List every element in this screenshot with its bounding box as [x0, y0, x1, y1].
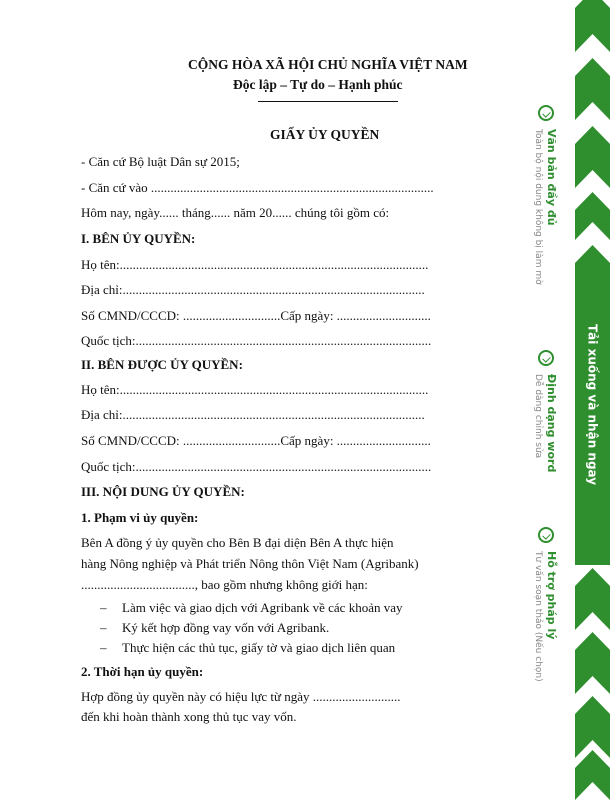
chevron-up-icon [575, 0, 610, 52]
feature-full-text [533, 105, 563, 295]
scope-paragraph-line3: ..................................., bao gồm nhưng không giới hạn: [81, 577, 368, 592]
chevron-up-icon [575, 568, 610, 630]
grantee-address: Địa chỉ:............................................................................................. [81, 407, 425, 422]
chevron-up-icon [575, 696, 610, 758]
section-content: III. NỘI DUNG ỦY QUYỀN: [81, 484, 245, 499]
scope-paragraph-line1: Bên A đồng ý ủy quyền cho Bên B đại diện Bên A thực hiện [81, 535, 394, 550]
national-motto: Độc lập – Tự do – Hạnh phúc [233, 77, 403, 92]
feature-subtitle: Tư vấn soạn thảo (Nếu chọn) [533, 551, 543, 682]
grantor-address: Địa chỉ:............................................................................................. [81, 282, 425, 297]
document-title: GIẤY ỦY QUYỀN [270, 127, 380, 142]
check-circle-icon [538, 527, 554, 543]
download-button-label-wrap[interactable] [575, 245, 610, 565]
grantee-nationality: Quốc tịch:........................................................................................... [81, 459, 432, 474]
scope-item: – Ký kết hợp đồng vay vốn với Agribank. [100, 620, 330, 635]
grantee-name: Họ tên:............................................................................................... [81, 382, 429, 397]
feature-title: Hỗ trợ pháp lý [545, 551, 558, 640]
chevron-up-icon [575, 632, 610, 694]
feature-title: Định dạng word [545, 374, 558, 473]
term-line2: đến khi hoàn thành xong thủ tục vay vốn. [81, 709, 297, 724]
feature-word-format [533, 350, 563, 473]
download-button-label[interactable]: Tải xuống và nhận ngay [585, 324, 600, 486]
scope-item: – Thực hiện các thủ tục, giấy tờ và giao dịch liên quan [100, 640, 396, 655]
feature-subtitle: Dễ dàng chỉnh sửa [533, 374, 543, 459]
section-grantor: I. BÊN ỦY QUYỀN: [81, 231, 196, 246]
legal-basis-2: - Căn cứ vào ....................................................................................... [81, 180, 434, 195]
chevron-up-icon [575, 192, 610, 240]
section-grantee: II. BÊN ĐƯỢC ỦY QUYỀN: [81, 357, 243, 372]
feature-legal-support [533, 527, 563, 687]
national-header: CỘNG HÒA XÃ HỘI CHỦ NGHĨA VIỆT NAM [188, 57, 468, 72]
term-line1: Hợp đồng ủy quyền này có hiệu lực từ ngày ........................... [81, 689, 401, 704]
header-divider [258, 101, 398, 102]
chevron-up-icon [575, 58, 610, 120]
grantor-name: Họ tên:............................................................................................... [81, 257, 429, 272]
check-circle-icon [538, 105, 554, 121]
chevron-up-icon [575, 750, 610, 800]
legal-basis-1: - Căn cứ Bộ luật Dân sự 2015; [81, 154, 240, 169]
feature-subtitle: Toàn bộ nội dung không bị làm mờ [533, 129, 543, 285]
grantee-id: Số CMND/CCCD: ..............................Cấp ngày: ............................. [81, 433, 431, 448]
grantor-nationality: Quốc tịch:........................................................................................... [81, 333, 432, 348]
download-strip[interactable] [575, 0, 610, 784]
grantor-id: Số CMND/CCCD: ..............................Cấp ngày: ............................. [81, 308, 431, 323]
term-heading: 2. Thời hạn ủy quyền: [81, 664, 204, 679]
scope-paragraph-line2: hàng Nông nghiệp và Phát triển Nông thôn Việt Nam (Agribank) [81, 556, 419, 571]
date-line: Hôm nay, ngày...... tháng...... năm 20...... chúng tôi gồm có: [81, 205, 390, 220]
chevron-up-icon [575, 126, 610, 188]
scope-heading: 1. Phạm vi ủy quyền: [81, 510, 199, 525]
scope-item: – Làm việc và giao dịch với Agribank về các khoản vay [100, 600, 403, 615]
feature-title: Văn bản đầy đủ [545, 129, 558, 226]
check-circle-icon [538, 350, 554, 366]
